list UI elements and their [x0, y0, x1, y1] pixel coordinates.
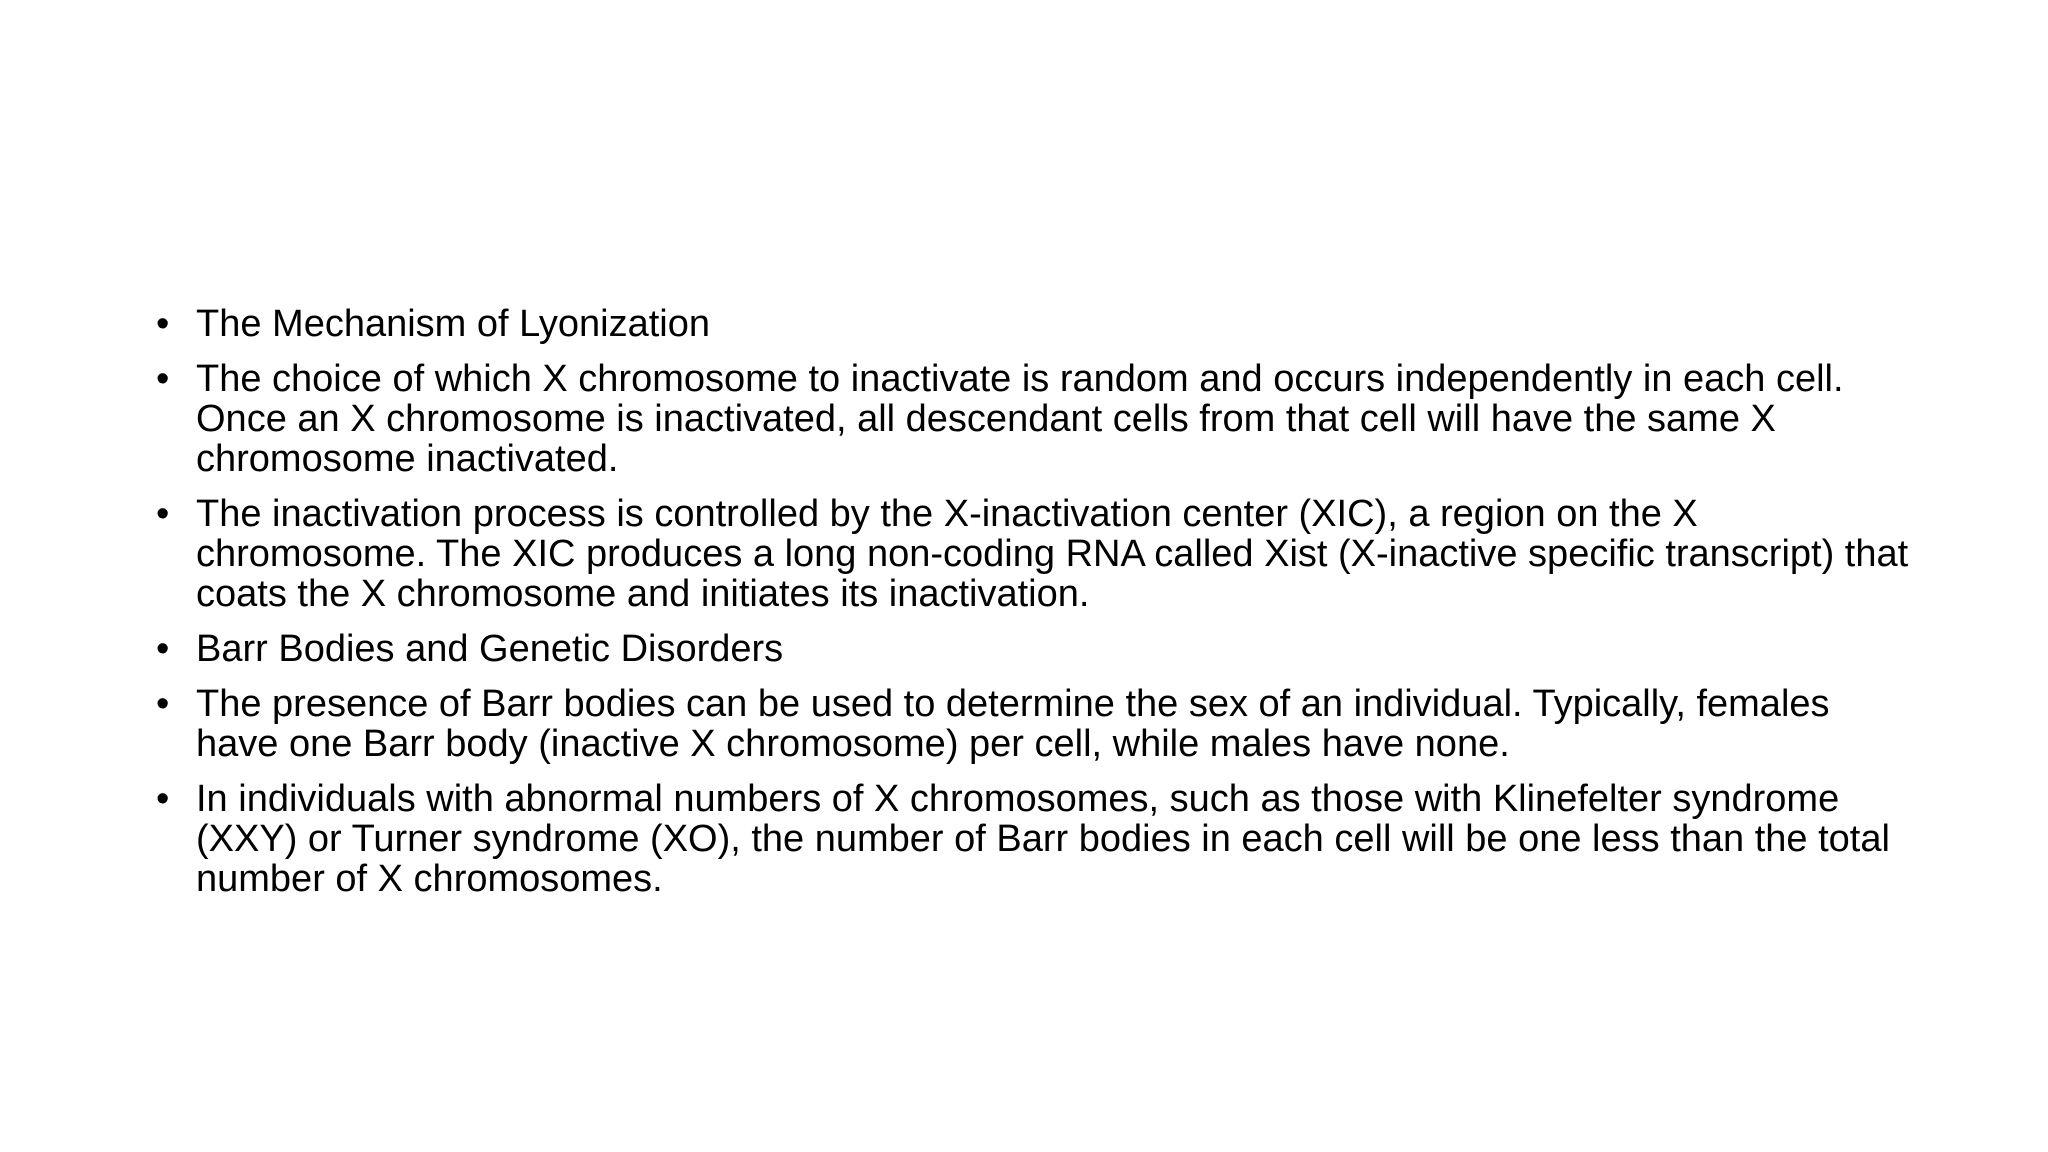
bullet-text: The Mechanism of Lyonization	[196, 303, 710, 345]
bullet-dot-icon: •	[156, 778, 170, 820]
bullet-item	[150, 629, 1910, 669]
bullet-dot-icon: •	[156, 358, 170, 400]
bullet-item	[150, 779, 1910, 899]
bullet-item	[150, 359, 1910, 479]
bullet-dot-icon: •	[156, 493, 170, 535]
bullet-list	[150, 304, 1910, 914]
bullet-item	[150, 684, 1910, 764]
bullet-dot-icon: •	[156, 628, 170, 670]
bullet-text: Barr Bodies and Genetic Disorders	[196, 628, 784, 670]
bullet-text: The presence of Barr bodies can be used to determine the sex of an individual. Typically, females have one Barr body (inactive X chromosome) per cell, while males have none.	[196, 683, 1830, 765]
bullet-text: The choice of which X chromosome to inactivate is random and occurs independently in each cell. Once an X chromosome is inactivated, all descendant cells from that cell will have the same X chromosome inactivated.	[196, 358, 1844, 480]
bullet-text: The inactivation process is controlled by the X-inactivation center (XIC), a region on the X chromosome. The XIC produces a long non-coding RNA called Xist (X-inactive specific transcript) that coats the X chromosome and initiates its inactivation.	[196, 493, 1909, 615]
bullet-dot-icon: •	[156, 683, 170, 725]
bullet-item	[150, 304, 1910, 344]
bullet-item	[150, 494, 1910, 614]
bullet-dot-icon: •	[156, 303, 170, 345]
bullet-text: In individuals with abnormal numbers of X chromosomes, such as those with Klinefelter syndrome (XXY) or Turner syndrome (XO), the number of Barr bodies in each cell will be one less than the total number of X chromosomes.	[196, 778, 1890, 900]
